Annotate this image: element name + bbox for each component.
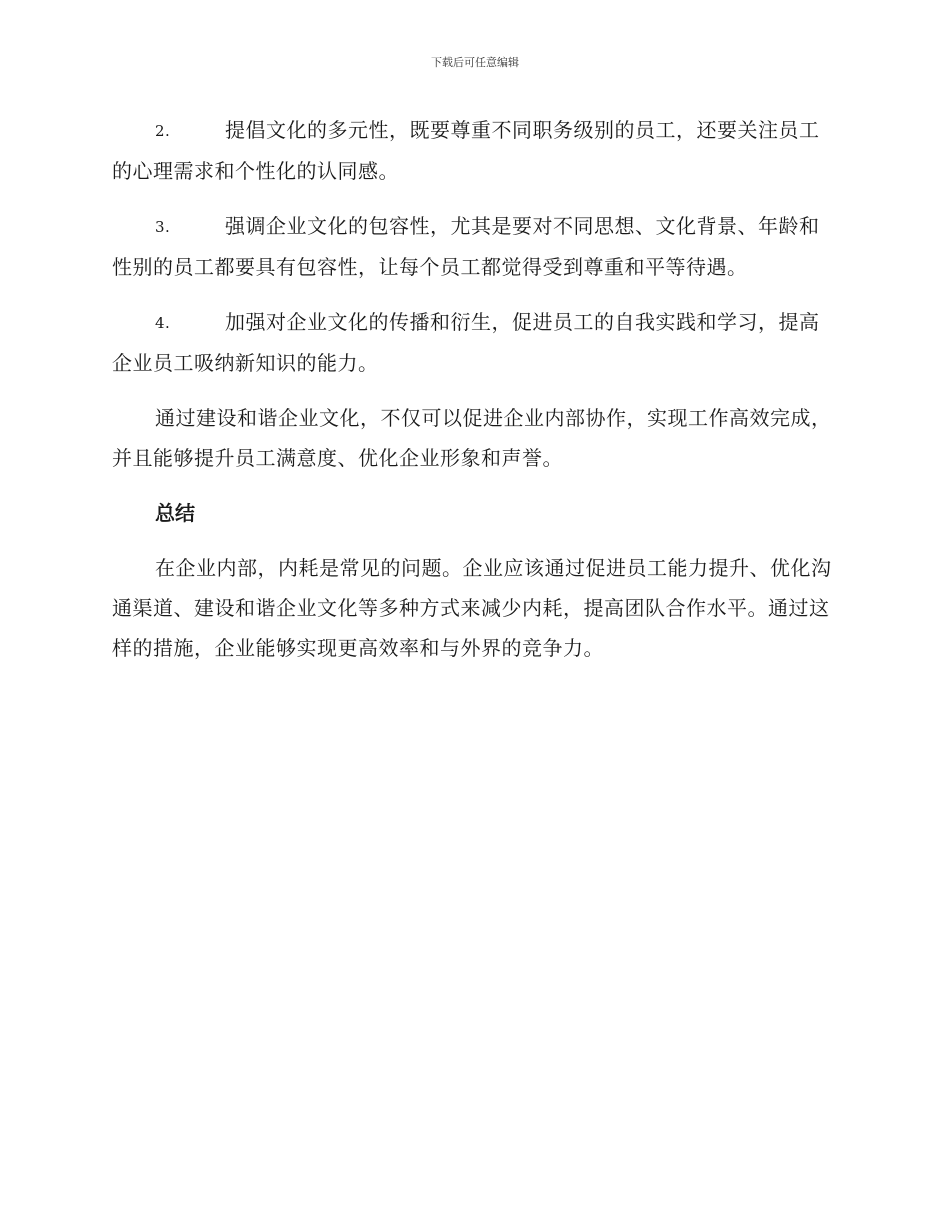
list-item-text: 提倡文化的多元性，既要尊重不同职务级别的员工，还要关注员工的心理需求和个性化的认同感。 — [112, 118, 820, 183]
list-item-2 — [112, 110, 836, 191]
list-item-4 — [112, 302, 836, 383]
list-item-text: 加强对企业文化的传播和衍生，促进员工的自我实践和学习，提高企业员工吸纳新知识的能力。 — [112, 310, 820, 375]
list-item-3 — [112, 206, 836, 287]
culture-paragraph: 通过建设和谐企业文化，不仅可以促进企业内部协作，实现工作高效完成，并且能够提升员工满意度、优化企业形象和声誉。 — [112, 406, 832, 470]
list-number: 2. — [155, 122, 171, 140]
summary-heading: 总结 — [155, 501, 195, 525]
list-number: 3. — [155, 218, 171, 236]
page-header: 下载后可任意编辑 — [431, 56, 519, 69]
list-item-text: 强调企业文化的包容性，尤其是要对不同思想、文化背景、年龄和性别的员工都要具有包容性，让每个员工都觉得受到尊重和平等待遇。 — [112, 214, 820, 279]
list-number: 4. — [155, 314, 171, 332]
summary-paragraph: 在企业内部，内耗是常见的问题。企业应该通过促进员工能力提升、优化沟通渠道、建设和谐企业文化等多种方式来减少内耗，提高团队合作水平。通过这样的措施，企业能够实现更高效率和与外界的竞争力。 — [112, 556, 832, 660]
document-body — [112, 110, 836, 683]
